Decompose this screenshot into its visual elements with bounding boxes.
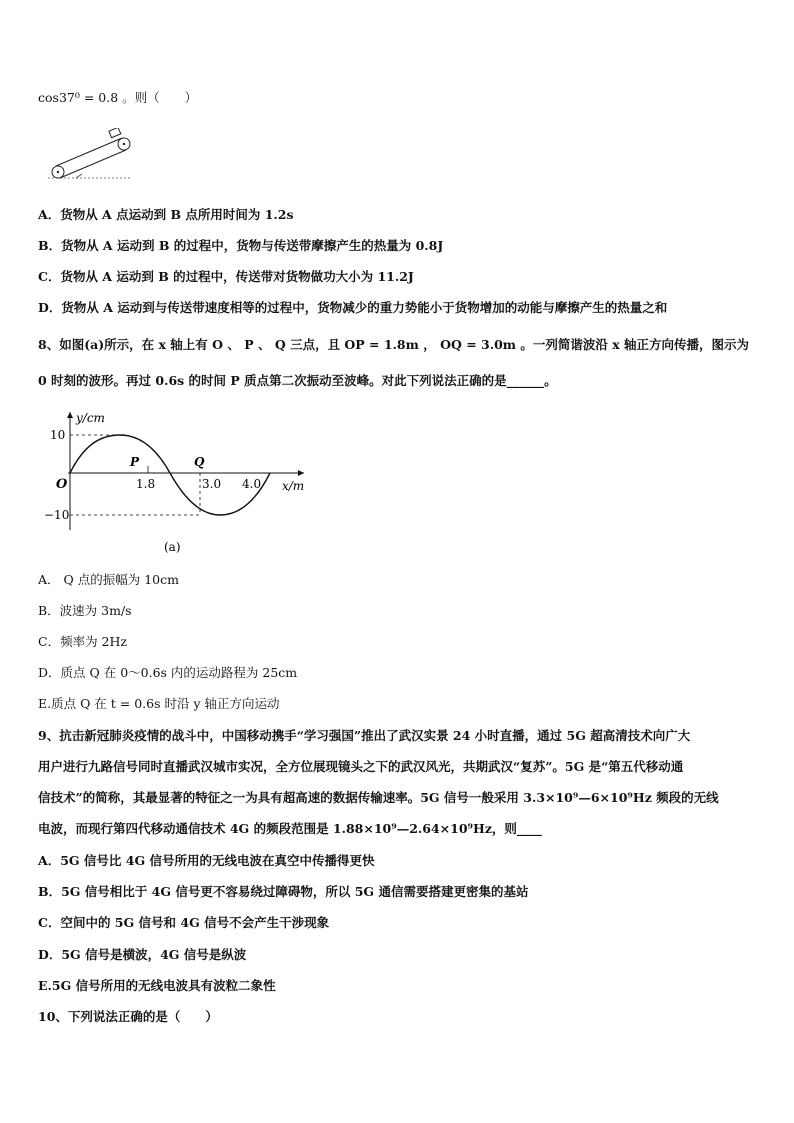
y-axis-label: y/cm: [76, 411, 105, 425]
x-axis-label: x/m: [282, 479, 305, 493]
conveyor-belt-figure: [42, 128, 152, 186]
q7-option-c: C．货物从 A 运动到 B 的过程中，传送带对货物做功大小为 11.2J: [38, 269, 414, 284]
wave-figure-a: [42, 408, 322, 558]
q8-option-b: B．波速为 3m/s: [38, 603, 132, 618]
y-tick-neg10: −10: [44, 508, 70, 522]
q8-option-e: E.质点 Q 在 t = 0.6s 时沿 y 轴正方向运动: [38, 696, 280, 711]
belt-lower: [60, 150, 126, 178]
q7-option-d: D．货物从 A 运动到与传送带速度相等的过程中，货物减少的重力势能小于货物增加的动能与摩擦产生的热量之和: [38, 300, 668, 315]
point-q-label: Q: [194, 455, 205, 469]
y-tick-10: 10: [50, 428, 66, 442]
q8-option-c: C．频率为 2Hz: [38, 634, 127, 649]
q7-option-a: A．货物从 A 点运动到 B 点所用时间为 1.2s: [38, 207, 294, 222]
q9-option-b: B．5G 信号相比于 4G 信号更不容易绕过障碍物，所以 5G 通信需要搭建更密集的基站: [38, 884, 529, 899]
x-tick-4-0: 4.0: [242, 477, 262, 491]
q8-stem-line-2: 0 时刻的波形。再过 0.6s 的时间 P 质点第二次振动至波峰。对此下列说法正确的是______。: [38, 373, 557, 388]
q9-stem-line-4: 电波，而现行第四代移动通信技术 4G 的频段范围是 1.88×10⁹—2.64×10⁹Hz，则____: [38, 821, 542, 836]
q9-option-a: A．5G 信号比 4G 信号所用的无线电波在真空中传播得更快: [38, 853, 375, 868]
q9-stem-line-2: 用户进行九路信号同时直播武汉城市实况，全方位展现镜头之下的武汉风光，共期武汉“复苏”。5G 是“第五代移动通: [38, 759, 684, 774]
q9-stem-line-3: 信技术”的简称，其最显著的特征之一为具有超高速的数据传输速率。5G 信号一般采用 3.3×10⁹—6×10⁹Hz 频段的无线: [38, 790, 719, 805]
q9-option-d: D．5G 信号是横波，4G 信号是纵波: [38, 947, 247, 962]
figure-caption: (a): [164, 540, 181, 554]
q7-option-b: B．货物从 A 运动到 B 的过程中，货物与传送带摩擦产生的热量为 0.8J: [38, 238, 444, 253]
wave-curve: [70, 435, 270, 515]
q8-option-d: D．质点 Q 在 0～0.6s 内的运动路程为 25cm: [38, 665, 298, 680]
q9-stem-line-1: 9、抗击新冠肺炎疫情的战斗中，中国移动携手“学习强国”推出了武汉实景 24 小时直播，通过 5G 超高清技术向广大: [38, 728, 691, 743]
q9-option-c: C．空间中的 5G 信号和 4G 信号不会产生干涉现象: [38, 915, 330, 930]
q9-option-e: E.5G 信号所用的无线电波具有波粒二象性: [38, 978, 276, 993]
point-p-label: P: [130, 455, 140, 469]
q7-stem-tail: cos37⁰ = 0.8 。则（ ）: [38, 90, 198, 105]
x-tick-1-8: 1.8: [136, 477, 156, 491]
q8-option-a: A． Q 点的振幅为 10cm: [38, 572, 179, 587]
x-tick-3-0: 3.0: [202, 477, 222, 491]
origin-label: O: [56, 477, 68, 492]
q8-stem-line-1: 8、如图(a)所示，在 x 轴上有 O 、 P 、 Q 三点，且 OP = 1.8m ， OQ = 3.0m 。一列简谐波沿 x 轴正方向传播，图示为: [38, 337, 750, 352]
q10-stem: 10、下列说法正确的是（ ）: [38, 1009, 218, 1024]
belt-upper: [56, 138, 122, 166]
cargo-box: [109, 128, 121, 138]
